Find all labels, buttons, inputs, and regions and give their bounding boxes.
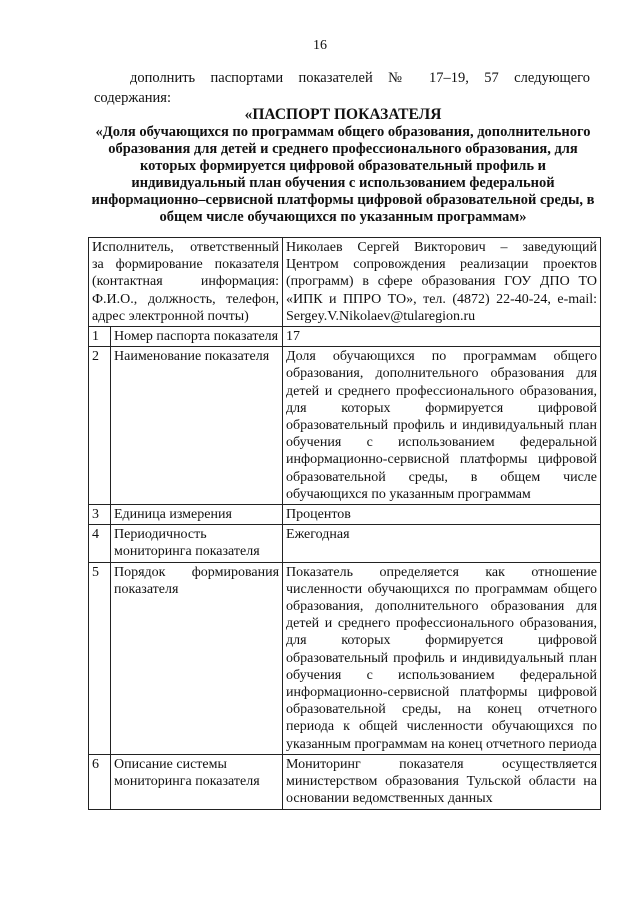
intro-paragraph: [94, 68, 590, 108]
row-label: Периодичность мониторинга показателя: [111, 525, 283, 562]
table-row: [89, 327, 601, 347]
table-row: [89, 347, 601, 505]
passport-title-block: [88, 106, 598, 226]
executor-value: Николаев Сергей Викторович – заведующий Центром сопровождения реализации проектов (программ) в сфере образования ГОУ ДПО ТО «ИПК и ППРО ТО», тел. (4872) 22-40-24, e-mail: Sergey.V.Nikolaev@tularegion.ru: [283, 238, 601, 327]
row-value: Ежегодная: [283, 525, 601, 562]
passport-table: [88, 237, 601, 810]
row-number: 3: [89, 505, 111, 525]
row-label: Единица измерения: [111, 505, 283, 525]
row-value: Доля обучающихся по программам общего образования, дополнительного образования для детей и среднего профессионального образования, для которых формируется цифровой образовательный профиль и индивидуальный план обучения с использованием федеральной информационно-сервисной платформы цифровой образовательной среды, в общем числе обучающихся по указанным программам: [283, 347, 601, 505]
row-value: Показатель определяется как отношение численности обучающихся по программам общего образования, дополнительного образования для детей и среднего профессионального образования, для которых формируется цифровой образовательный профиль и индивидуальный план обучения с использованием федеральной информационно-сервисной платформы цифровой образовательной среды, на конец отчетного периода к общей численности обучающихся по указанным программам на конец отчетного периода: [283, 562, 601, 754]
row-label: Номер паспорта показателя: [111, 327, 283, 347]
row-label: Наименование показателя: [111, 347, 283, 505]
passport-subtitle: «Доля обучающихся по программам общего образования, дополнительного образования для детей и среднего профессионального образования, для которых формируется цифровой образовательный профиль и индивидуальный план обучения с использованием федеральной информационно–сервисной платформы цифровой образовательной среды, в общем числе обучающихся по указанным программам»: [91, 124, 595, 225]
intro-line-2: содержания:: [94, 90, 172, 106]
row-number: 5: [89, 562, 111, 754]
row-value: 17: [283, 327, 601, 347]
table-row: [89, 505, 601, 525]
table-row-executor: [89, 238, 601, 327]
table-row: [89, 525, 601, 562]
row-value: Мониторинг показателя осуществляется министерством образования Тульской области на основании ведомственных данных: [283, 754, 601, 809]
row-number: 2: [89, 347, 111, 505]
row-number: 6: [89, 754, 111, 809]
row-number: 1: [89, 327, 111, 347]
row-value: Процентов: [283, 505, 601, 525]
row-label: Порядок формирования показателя: [111, 562, 283, 754]
table-row: [89, 562, 601, 754]
intro-line-1: дополнить паспортами показателей № 17–19, 57 следующего: [130, 70, 590, 86]
passport-title: «ПАСПОРТ ПОКАЗАТЕЛЯ: [244, 106, 442, 123]
table-row: [89, 754, 601, 809]
row-label: Описание системы мониторинга показателя: [111, 754, 283, 809]
executor-label: Исполнитель, ответственный за формирование показателя (контактная информация: Ф.И.О., должность, телефон, адрес электронной почты): [89, 238, 283, 327]
page-number: 16: [313, 38, 327, 53]
row-number: 4: [89, 525, 111, 562]
